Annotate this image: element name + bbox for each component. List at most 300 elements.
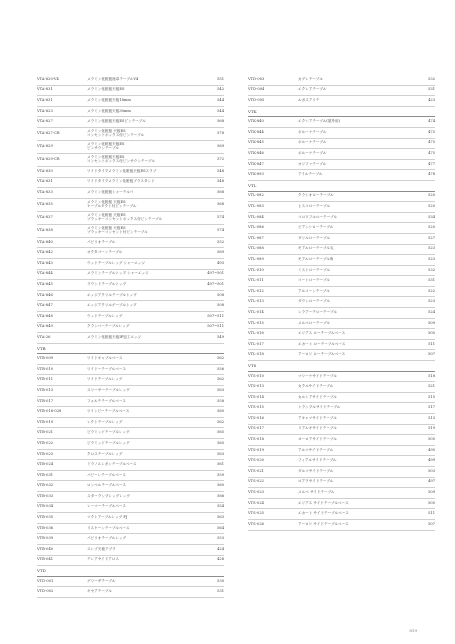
index-entry	[37, 212, 224, 225]
product-code: VTK-847	[248, 161, 264, 166]
page-reference: 549	[217, 334, 224, 339]
page-reference: 475	[428, 140, 435, 145]
page-reference: 505	[428, 500, 435, 505]
page-reference: 495	[428, 447, 435, 452]
product-code: VTS-019	[248, 447, 265, 452]
page-reference: 507	[428, 521, 435, 526]
product-name: レクトテーブルレッグ	[87, 419, 123, 424]
product-name: コロワフルローテーブル	[298, 214, 338, 219]
product-code: VTA-849	[37, 324, 53, 329]
product-code: VTK-844	[248, 129, 264, 134]
product-name: ロアラサイドテーブル	[298, 479, 334, 484]
index-entry	[248, 425, 435, 436]
page-reference: 503	[428, 468, 435, 473]
product-name: ダルマサイドテーブル	[298, 468, 334, 473]
product-name: マクトアーブルレッグ PJ	[87, 515, 128, 520]
product-name: メラミン化粧板天板ES コンセントボックス付ピンサウンテーブル	[87, 155, 155, 163]
product-code: VTA-847	[37, 303, 53, 308]
page-reference: 507~511	[207, 313, 224, 318]
section-header	[248, 107, 435, 118]
product-name: ロンベルテーブルベース	[87, 483, 127, 488]
index-entry	[37, 259, 224, 270]
product-code: VTA-838	[37, 227, 53, 232]
index-entry	[248, 255, 435, 266]
product-name: メラミン化粧板天板ESピンテーブル	[87, 119, 146, 124]
product-name: メルベローテーブル	[298, 320, 331, 325]
product-code: VTA-820-V4	[37, 76, 59, 81]
section-label: VTB	[37, 345, 46, 351]
product-name: マリーナサイドテーブル	[298, 373, 337, 378]
page-reference: 518	[428, 373, 435, 378]
product-code: VTK-845	[248, 140, 264, 145]
page-reference: 560	[217, 483, 224, 488]
product-code: VTL-015	[248, 320, 264, 325]
product-name: エカート サイドテーブルベース	[298, 511, 349, 516]
index-entry	[37, 418, 224, 429]
product-code: VTS-017	[248, 426, 265, 431]
page-reference: 508	[217, 303, 224, 308]
product-name: オクタゴーンテーブル	[87, 250, 123, 255]
page-reference: 499	[428, 458, 435, 463]
page-reference: 520	[428, 193, 435, 198]
page-reference: 531	[217, 589, 224, 594]
page-reference: 511	[428, 511, 435, 516]
page-reference: 565	[217, 430, 224, 435]
page-reference: 564	[217, 525, 224, 530]
page-reference: 478	[428, 172, 435, 177]
index-entry	[248, 414, 435, 425]
product-code: VTB-033	[37, 493, 54, 498]
product-code: VTS-023	[248, 490, 265, 495]
product-name: アイルテーブル	[298, 172, 323, 177]
product-code: VTA-842	[37, 250, 53, 255]
index-entry	[248, 393, 435, 404]
product-code: VTB-022	[37, 440, 54, 445]
page-reference: 505	[428, 331, 435, 336]
product-name: モアルローテーブル角	[298, 256, 334, 261]
index-entry	[37, 280, 224, 291]
index-entry	[37, 513, 224, 524]
page-reference: 531	[428, 87, 435, 92]
product-code: VTK-846	[248, 151, 264, 156]
page-reference: 544	[217, 108, 224, 113]
page-reference: 574	[217, 214, 224, 219]
page-reference: 505	[428, 437, 435, 442]
index-entry	[248, 170, 435, 181]
product-name: ボルーナテーブル	[298, 129, 327, 134]
page-reference: 559	[217, 472, 224, 477]
page-reference: 562	[217, 419, 224, 424]
page-reference: 521	[428, 384, 435, 389]
product-name: ダウンローテーブル	[298, 299, 331, 304]
product-name: メラミン化粧板シャーテルバ	[87, 190, 134, 195]
page-reference: 534	[428, 214, 435, 219]
product-code: VTA-26	[37, 334, 51, 339]
page-reference: 523	[428, 246, 435, 251]
index-entry	[248, 350, 435, 361]
page-reference: 523	[428, 299, 435, 304]
index-entry	[37, 365, 224, 376]
index-entry	[37, 312, 224, 323]
page-reference: 520	[428, 204, 435, 209]
index-entry	[248, 117, 435, 128]
product-code: VTS-024	[248, 500, 265, 505]
index-entry	[37, 238, 224, 249]
product-code: VTB-021	[37, 430, 54, 435]
page-reference: 507	[428, 352, 435, 357]
page-reference: 572	[217, 157, 224, 162]
product-name: パビリオテーブル	[87, 239, 116, 244]
page-reference: 569	[217, 144, 224, 149]
index-entry	[248, 446, 435, 457]
index-entry	[248, 403, 435, 414]
product-name: ミラノエレガンテーブルベース	[87, 462, 137, 467]
product-code: VTB-019	[37, 419, 54, 424]
page-reference: 515	[428, 394, 435, 399]
index-entry	[37, 481, 224, 492]
page-reference: 428	[217, 557, 224, 562]
product-code: VTB-024	[37, 462, 54, 467]
index-entry	[248, 234, 435, 245]
product-name: メラミン化粧板 天板ES ケーブルダクト付ピンテーブル	[87, 199, 137, 208]
product-name: ミストローテーブル	[298, 267, 331, 272]
index-column-right	[248, 75, 435, 531]
product-name: ボルーナテーブル	[298, 140, 327, 145]
index-entry	[37, 460, 224, 471]
product-code: VTL-016	[248, 331, 264, 336]
index-entry	[37, 248, 224, 259]
product-code: VTA-844	[37, 271, 53, 276]
index-entry	[248, 86, 435, 97]
page-reference: 562	[217, 356, 224, 361]
page-reference: 556	[217, 366, 224, 371]
index-entry	[37, 587, 224, 598]
index-entry	[37, 471, 224, 482]
index-entry	[248, 509, 435, 520]
product-name: メラミン化粧板 天板ES ブラッキーコンセントボックス付ピンテーブル	[87, 212, 163, 221]
page-reference: 568	[217, 201, 224, 206]
product-name: メラミン化粧板天板ES ピンサウンテーブル	[87, 142, 125, 150]
product-code: VTA-846	[37, 292, 53, 297]
index-entry	[248, 435, 435, 446]
page-reference: 519	[428, 426, 435, 431]
product-name: ピラミッドテーブルレッグ	[87, 430, 130, 435]
product-code: VTS-022	[248, 479, 265, 484]
index-entry	[248, 192, 435, 203]
product-name: テレアサイドアロス	[87, 557, 119, 562]
product-name: スリーサーテーブルレッグ	[87, 387, 130, 392]
product-name: レーマーテーブルベース	[87, 504, 127, 509]
index-entry	[37, 397, 224, 408]
product-name: エクレアテーブル	[298, 87, 327, 92]
product-code: VTA-837	[37, 214, 53, 219]
product-code: VTA-840	[37, 239, 53, 244]
product-name: ワイドタイプメラミン化粧板天板ESスラブ	[87, 168, 157, 173]
product-code: VTS-026	[248, 521, 265, 526]
index-entry	[37, 407, 224, 418]
section-label: VTL	[248, 182, 257, 188]
product-name: エッジアクリルテーブルトップ	[87, 292, 137, 297]
product-code: VTD-005	[248, 98, 265, 103]
page-reference: 548	[217, 168, 224, 173]
product-name: フィアルサイドテーブル	[298, 458, 337, 463]
index-entry	[248, 276, 435, 287]
product-name: カクルサイドテーブル	[298, 384, 334, 389]
product-code: VTL-083	[248, 204, 264, 209]
section-header	[248, 181, 435, 192]
product-code: VTB-036	[37, 525, 54, 530]
product-code: VTA-829-CR	[37, 157, 60, 162]
product-code: VTL-086	[248, 225, 264, 230]
page-reference: 548	[217, 179, 224, 184]
product-name: アキャマサイドテーブル	[298, 415, 337, 420]
product-name: クラシオローテーブル	[298, 193, 334, 198]
index-entry	[248, 488, 435, 499]
product-name: ヒスコローテーブル	[298, 204, 331, 209]
product-name: コートローテーブル	[298, 278, 331, 283]
index-entry	[248, 340, 435, 351]
index-entry	[248, 160, 435, 171]
product-code: VTL-082	[248, 193, 264, 198]
page-reference: 423	[428, 98, 435, 103]
product-name: スレブ天板テブラ	[87, 546, 116, 551]
product-code: VTA-848	[37, 313, 53, 318]
product-code: VTL-013	[248, 299, 264, 304]
page-reference: 568	[217, 119, 224, 124]
product-name: レラアーテローテーブル	[298, 309, 338, 314]
product-name: メラミン化粧板天板30mm	[87, 108, 131, 113]
index-entry	[37, 178, 224, 189]
product-name: リスケーンテーブルベース	[87, 525, 130, 530]
product-name: ツインピーテーブルベース	[87, 409, 130, 414]
page-reference: 493	[217, 260, 224, 265]
page-reference: 561	[217, 462, 224, 467]
section-header	[248, 361, 435, 372]
index-entry	[37, 333, 224, 344]
page-reference: 553	[217, 536, 224, 541]
page-reference: 424	[217, 546, 224, 551]
index-entry	[37, 225, 224, 238]
index-entry	[37, 545, 224, 556]
product-name: アルマサイドテーブル	[298, 447, 334, 452]
product-name: メラミン化粧板天板18mm	[87, 98, 131, 103]
index-entry	[248, 139, 435, 150]
page-reference: 508	[217, 292, 224, 297]
product-name: グリーザテーブル	[87, 578, 116, 583]
index-entry	[37, 439, 224, 450]
product-code: VTK-840	[248, 119, 264, 124]
product-code: VTL-010	[248, 267, 264, 272]
index-column-left	[37, 75, 224, 598]
page-reference: 554	[217, 504, 224, 509]
page-reference: 562	[217, 377, 224, 382]
product-name: リアルキサイドテーブル	[298, 426, 337, 431]
page-reference: 565	[217, 440, 224, 445]
page-reference: 509	[428, 490, 435, 495]
index-entry	[248, 128, 435, 139]
index-entry	[37, 107, 224, 118]
index-entry	[37, 492, 224, 503]
product-name: スターランプレッグレッグ	[87, 493, 130, 498]
section-header	[37, 566, 224, 577]
index-entry	[248, 297, 435, 308]
product-code: VTK-893	[248, 172, 264, 177]
page-reference: 527	[428, 235, 435, 240]
index-entry	[248, 478, 435, 489]
product-name: メルベ サイドテーブル	[298, 490, 335, 495]
product-name: ワイドキャブルベース	[87, 356, 123, 361]
index-entry	[37, 323, 224, 334]
product-name: メラミン化粧板 天板ES ブラッキーコンセント付ピンテーブル	[87, 225, 148, 234]
product-code: VTS-018	[248, 437, 265, 442]
product-name: ビアンシローテーブル	[298, 225, 334, 230]
product-code: VTA-831	[37, 87, 53, 92]
product-name: ワイドテーブルレッグ	[87, 377, 123, 382]
index-entry	[37, 167, 224, 178]
product-name: メラミン化粧板座卓テーブルV4	[87, 76, 139, 81]
page-reference: 574	[217, 227, 224, 232]
index-entry	[37, 188, 224, 199]
index-entry	[248, 308, 435, 319]
page-reference: 523	[428, 256, 435, 261]
index-entry	[248, 149, 435, 160]
page-reference: 524	[428, 309, 435, 314]
index-entry	[248, 520, 435, 531]
index-entry	[248, 96, 435, 107]
product-code: VTS-010	[248, 373, 265, 378]
product-code: VTA-827	[37, 119, 53, 124]
section-label: VTK	[248, 108, 257, 114]
product-name: モアルローテーブル丸	[298, 246, 334, 251]
product-code: VTD-003	[248, 76, 265, 81]
page-reference: 566	[217, 493, 224, 498]
index-entry	[248, 287, 435, 298]
page-reference: 517	[428, 405, 435, 410]
index-entry	[37, 75, 224, 86]
index-entry	[37, 199, 224, 212]
product-code: VTA-843	[37, 260, 53, 265]
product-name: メラミン化粧板天板ES	[87, 87, 125, 92]
page-number: 819	[409, 628, 417, 633]
product-code: VTL-017	[248, 341, 264, 346]
product-code: VTS-020	[248, 458, 265, 463]
product-code: VTA-829	[37, 144, 53, 149]
product-name: メラミン化粧板 天板ES コンセントボックス付ピンテーブル	[87, 129, 145, 137]
product-name: ウッドテーブルレッグ シャーエッジ	[87, 260, 145, 265]
product-name: ダリルローテーブル	[298, 235, 331, 240]
index-entry	[248, 245, 435, 256]
page-reference: 497	[428, 479, 435, 484]
product-code: VTB-010	[37, 366, 54, 371]
product-code: VTA-831	[37, 179, 53, 184]
index-entry	[248, 75, 435, 86]
product-name: ピラミッドテーブルレッグ	[87, 440, 130, 445]
product-name: ワイドーテーブルベース	[87, 366, 126, 371]
index-entry	[248, 382, 435, 393]
index-entry	[37, 386, 224, 397]
product-code: VTB-031	[37, 472, 54, 477]
page-reference: 558	[217, 398, 224, 403]
index-entry	[37, 556, 224, 567]
page-reference: 578	[217, 131, 224, 136]
product-code: VTL-089	[248, 256, 264, 261]
product-code: VTD-002	[37, 589, 54, 594]
product-name: エリアス サイドテーブルベース	[298, 500, 349, 505]
product-name: オリファテーブル	[298, 161, 327, 166]
index-entry	[37, 128, 224, 141]
product-name: ワイドタイプメラミン化粧板ブラスタンド	[87, 179, 155, 184]
index-entry	[37, 375, 224, 386]
product-code: VTL-014	[248, 309, 264, 314]
product-code: VTA-835	[37, 201, 53, 206]
product-code: VTD-004	[248, 87, 265, 92]
product-code: VTL-087	[248, 235, 264, 240]
product-name: パピーレテーブルベース	[87, 472, 126, 477]
page-reference: 474	[428, 119, 435, 124]
product-code: VTA-845	[37, 282, 53, 287]
product-code: VTB-018-028	[37, 409, 62, 414]
index-entry	[37, 503, 224, 514]
product-code: VTB-017	[37, 398, 54, 403]
page-reference: 532	[428, 76, 435, 81]
product-name: キセアテーブル	[87, 589, 112, 594]
product-name: メラミンテーブルトップ シャーエッジ	[87, 271, 149, 276]
page-reference: 544	[217, 98, 224, 103]
page-reference: 563	[217, 515, 224, 520]
page-reference: 475	[428, 129, 435, 134]
page-reference: 563	[217, 387, 224, 392]
index-entry	[248, 499, 435, 510]
page-reference: 520	[428, 225, 435, 230]
product-name: パビリオテーブルレッグ	[87, 536, 127, 541]
product-code: VTL-012	[248, 288, 264, 293]
product-name: ウッドテーブルレッグ	[87, 313, 123, 318]
page-reference: 507~511	[207, 324, 224, 329]
product-name: ラウンドテーブルトップ	[87, 282, 127, 287]
product-name: カグレテーブル	[298, 76, 323, 81]
product-code: VTS-014	[248, 394, 265, 399]
product-name: エクシアテーブル(屋外用)	[298, 119, 341, 124]
product-code: VTB-041	[37, 557, 54, 562]
product-name: フォルテテーブルベース	[87, 398, 126, 403]
product-code: VTL-011	[248, 278, 264, 283]
product-name: ヨーロアサイドテーブル	[298, 437, 337, 442]
page-reference: 552	[217, 239, 224, 244]
product-code: VTB-039	[37, 536, 54, 541]
product-code: VTB-009	[37, 356, 54, 361]
product-name: メラミン化粧板天板IP加工エッジ	[87, 334, 142, 339]
product-code: VTB-032	[37, 483, 54, 488]
index-entry	[248, 202, 435, 213]
index-entry	[37, 154, 224, 167]
page-reference: 563	[217, 451, 224, 456]
product-name: カルシアサイドテーブル	[298, 394, 337, 399]
index-entry	[248, 223, 435, 234]
page-reference: 551	[217, 76, 224, 81]
section-header	[37, 344, 224, 355]
index-entry	[37, 117, 224, 128]
page-reference: 522	[428, 288, 435, 293]
product-code: VTS-016	[248, 415, 265, 420]
product-code: VTS-025	[248, 511, 265, 516]
index-entry	[37, 577, 224, 588]
product-code: VTA-823	[37, 108, 53, 113]
index-entry	[37, 141, 224, 154]
product-name: アルコーンテーブル	[298, 288, 330, 293]
product-name: エカート ローテーブルベース	[298, 341, 346, 346]
page-reference: 477	[428, 161, 435, 166]
product-code: VTS-013	[248, 384, 265, 389]
